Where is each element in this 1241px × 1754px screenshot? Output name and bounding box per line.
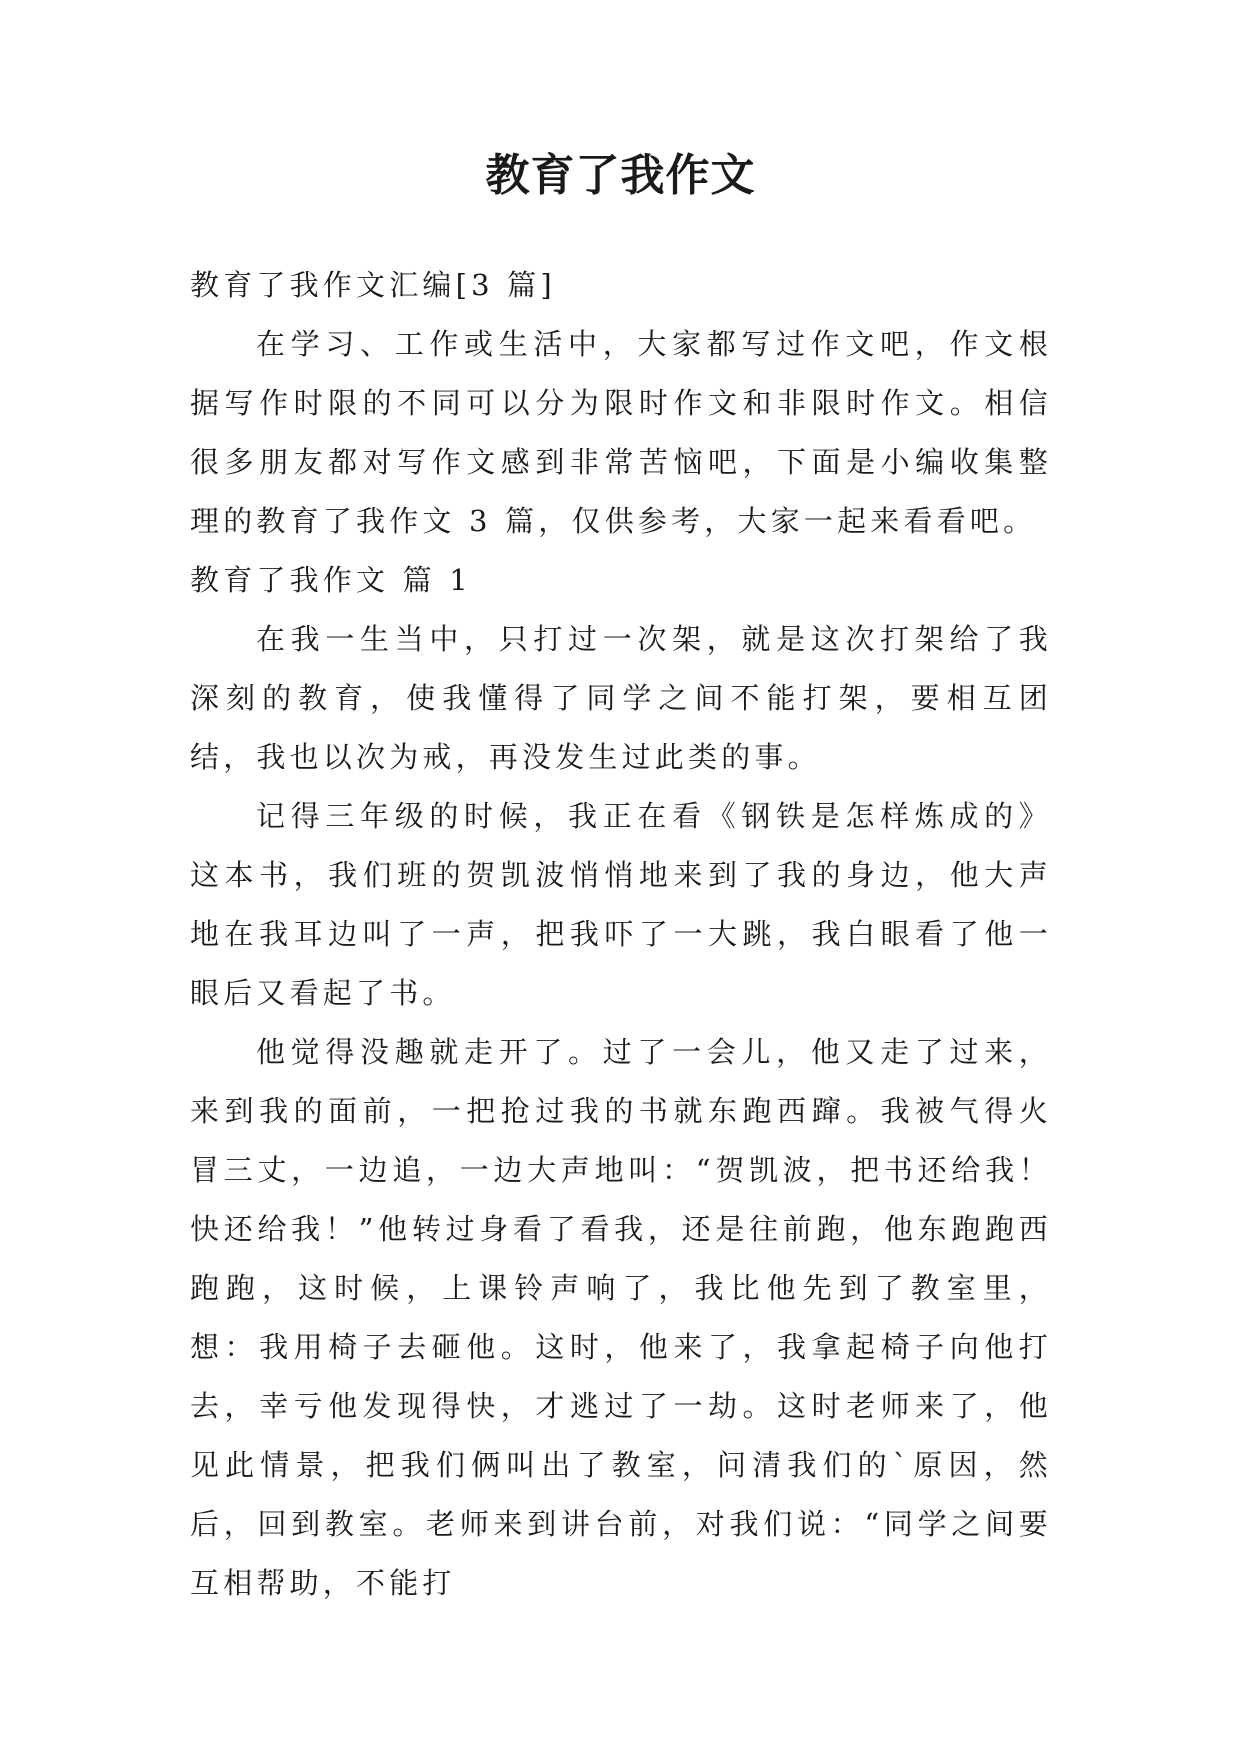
- intro-paragraph: 在学习、工作或生活中，大家都写过作文吧，作文根据写作时限的不同可以分为限时作文和非限时作文。相信很多朋友都对写作文感到非常苦恼吧，下面是小编收集整理的教育了我作文 3 篇，仅供参考，大家一起来看看吧。: [190, 327, 1052, 538]
- document-subtitle: 教育了我作文汇编[3 篇]: [190, 268, 556, 302]
- body-paragraph: 在我一生当中，只打过一次架，就是这次打架给了我深刻的教育，使我懂得了同学之间不能打架，要相互团结，我也以次为戒，再没发生过此类的事。: [190, 622, 1052, 774]
- body-paragraph: 他觉得没趣就走开了。过了一会儿，他又走了过来，来到我的面前，一把抢过我的书就东跑西蹿。我被气得火冒三丈，一边追，一边大声地叫：“贺凯波，把书还给我！快还给我！”他转过身看了看我，还是往前跑，他东跑跑西跑跑，这时候，上课铃声响了，我比他先到了教室里，想：我用椅子去砸他。这时，他来了，我拿起椅子向他打去，幸亏他发现得快，才逃过了一劫。这时老师来了，他见此情景，把我们俩叫出了教室，问清我们的`原因，然后，回到教室。老师来到讲台前，对我们说：“同学之间要互相帮助，不能打: [190, 1035, 1052, 1600]
- document-body: [190, 256, 1052, 1613]
- section-heading: 教育了我作文 篇 1: [190, 563, 472, 597]
- body-paragraph: 记得三年级的时候，我正在看《钢铁是怎样炼成的》这本书，我们班的贺凯波悄悄地来到了我的身边，他大声地在我耳边叫了一声，把我吓了一大跳，我白眼看了他一眼后又看起了书。: [190, 799, 1052, 1010]
- document-title: 教育了我作文: [485, 150, 756, 201]
